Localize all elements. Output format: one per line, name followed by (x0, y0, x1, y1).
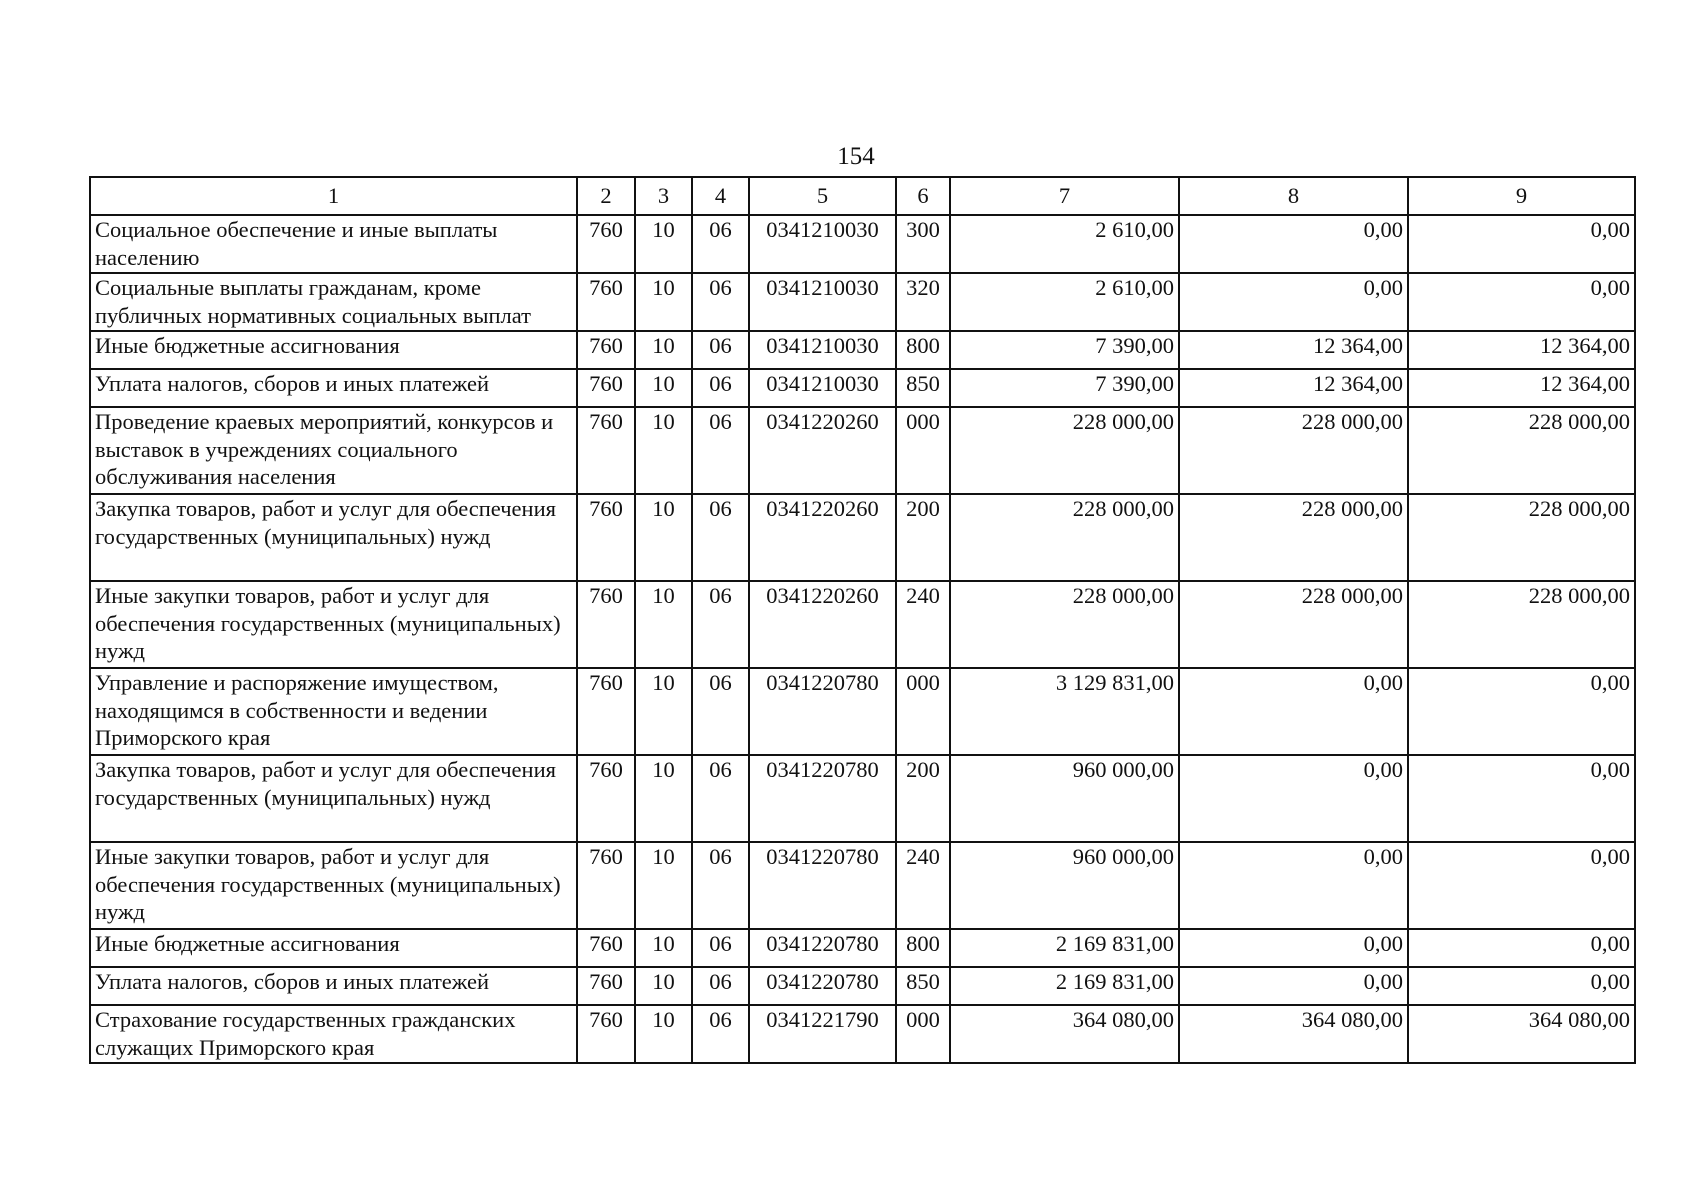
table-row (90, 369, 1635, 407)
budget-admin-code: 760 (577, 273, 635, 331)
amount-col-7: 2 610,00 (950, 215, 1179, 273)
target-article-code: 0341210030 (749, 215, 896, 273)
amount-col-8: 0,00 (1179, 668, 1408, 755)
section-code: 10 (635, 1005, 692, 1063)
amount-col-9: 0,00 (1408, 842, 1635, 929)
target-article-code: 0341220260 (749, 494, 896, 581)
expense-type-code: 200 (896, 755, 950, 842)
target-article-code: 0341220260 (749, 581, 896, 668)
target-article-code: 0341220780 (749, 842, 896, 929)
section-code: 10 (635, 842, 692, 929)
amount-col-9: 12 364,00 (1408, 369, 1635, 407)
table-row (90, 581, 1635, 668)
budget-admin-code: 760 (577, 1005, 635, 1063)
row-name: Социальные выплаты гражданам, кроме публичных нормативных социальных выплат (90, 273, 577, 331)
table-row (90, 273, 1635, 331)
row-name: Иные бюджетные ассигнования (90, 331, 577, 369)
expense-type-code: 850 (896, 967, 950, 1005)
amount-col-8: 12 364,00 (1179, 331, 1408, 369)
amount-col-7: 3 129 831,00 (950, 668, 1179, 755)
expense-type-code: 850 (896, 369, 950, 407)
column-header: 7 (950, 177, 1179, 215)
subsection-code: 06 (692, 369, 749, 407)
expense-type-code: 000 (896, 668, 950, 755)
amount-col-8: 0,00 (1179, 273, 1408, 331)
budget-admin-code: 760 (577, 755, 635, 842)
amount-col-9: 12 364,00 (1408, 331, 1635, 369)
subsection-code: 06 (692, 215, 749, 273)
budget-admin-code: 760 (577, 668, 635, 755)
amount-col-9: 364 080,00 (1408, 1005, 1635, 1063)
amount-col-7: 960 000,00 (950, 842, 1179, 929)
budget-admin-code: 760 (577, 581, 635, 668)
expense-type-code: 800 (896, 929, 950, 967)
amount-col-9: 0,00 (1408, 668, 1635, 755)
target-article-code: 0341210030 (749, 273, 896, 331)
amount-col-8: 228 000,00 (1179, 407, 1408, 494)
table-row (90, 755, 1635, 842)
amount-col-8: 0,00 (1179, 842, 1408, 929)
subsection-code: 06 (692, 929, 749, 967)
column-header: 9 (1408, 177, 1635, 215)
table-row (90, 494, 1635, 581)
expense-type-code: 320 (896, 273, 950, 331)
expense-type-code: 000 (896, 1005, 950, 1063)
table-header-row (90, 177, 1635, 215)
amount-col-7: 2 169 831,00 (950, 929, 1179, 967)
row-name: Иные закупки товаров, работ и услуг для обеспечения государственных (муниципальных) нужд (90, 842, 577, 929)
section-code: 10 (635, 331, 692, 369)
column-header: 6 (896, 177, 950, 215)
expense-type-code: 200 (896, 494, 950, 581)
amount-col-7: 7 390,00 (950, 369, 1179, 407)
row-name: Уплата налогов, сборов и иных платежей (90, 369, 577, 407)
subsection-code: 06 (692, 273, 749, 331)
target-article-code: 0341220780 (749, 967, 896, 1005)
section-code: 10 (635, 967, 692, 1005)
amount-col-9: 0,00 (1408, 967, 1635, 1005)
target-article-code: 0341220260 (749, 407, 896, 494)
section-code: 10 (635, 273, 692, 331)
table-row (90, 929, 1635, 967)
budget-admin-code: 760 (577, 929, 635, 967)
budget-admin-code: 760 (577, 494, 635, 581)
budget-admin-code: 760 (577, 967, 635, 1005)
subsection-code: 06 (692, 494, 749, 581)
amount-col-7: 364 080,00 (950, 1005, 1179, 1063)
row-name: Уплата налогов, сборов и иных платежей (90, 967, 577, 1005)
subsection-code: 06 (692, 1005, 749, 1063)
page-number: 154 (837, 143, 875, 170)
subsection-code: 06 (692, 668, 749, 755)
amount-col-7: 960 000,00 (950, 755, 1179, 842)
amount-col-8: 0,00 (1179, 967, 1408, 1005)
row-name: Иные закупки товаров, работ и услуг для обеспечения государственных (муниципальных) нужд (90, 581, 577, 668)
table-row (90, 215, 1635, 273)
target-article-code: 0341220780 (749, 668, 896, 755)
budget-admin-code: 760 (577, 842, 635, 929)
amount-col-7: 7 390,00 (950, 331, 1179, 369)
expense-type-code: 800 (896, 331, 950, 369)
column-header: 4 (692, 177, 749, 215)
amount-col-7: 228 000,00 (950, 494, 1179, 581)
column-header: 1 (90, 177, 577, 215)
subsection-code: 06 (692, 842, 749, 929)
target-article-code: 0341220780 (749, 929, 896, 967)
amount-col-7: 228 000,00 (950, 581, 1179, 668)
column-header: 8 (1179, 177, 1408, 215)
column-header: 5 (749, 177, 896, 215)
amount-col-9: 0,00 (1408, 929, 1635, 967)
subsection-code: 06 (692, 755, 749, 842)
column-header: 2 (577, 177, 635, 215)
row-name: Проведение краевых мероприятий, конкурсов и выставок в учреждениях социального обслуживания населения (90, 407, 577, 494)
table-row (90, 842, 1635, 929)
table-row (90, 967, 1635, 1005)
budget-admin-code: 760 (577, 407, 635, 494)
row-name: Страхование государственных гражданских служащих Приморского края (90, 1005, 577, 1063)
column-header: 3 (635, 177, 692, 215)
subsection-code: 06 (692, 331, 749, 369)
target-article-code: 0341220780 (749, 755, 896, 842)
subsection-code: 06 (692, 407, 749, 494)
expense-type-code: 000 (896, 407, 950, 494)
row-name: Закупка товаров, работ и услуг для обеспечения государственных (муниципальных) нужд (90, 755, 577, 842)
subsection-code: 06 (692, 581, 749, 668)
amount-col-7: 2 610,00 (950, 273, 1179, 331)
amount-col-9: 0,00 (1408, 215, 1635, 273)
expense-type-code: 240 (896, 581, 950, 668)
section-code: 10 (635, 929, 692, 967)
table-body (90, 215, 1635, 1063)
table-row (90, 331, 1635, 369)
budget-admin-code: 760 (577, 215, 635, 273)
amount-col-8: 0,00 (1179, 215, 1408, 273)
subsection-code: 06 (692, 967, 749, 1005)
table-row (90, 668, 1635, 755)
section-code: 10 (635, 668, 692, 755)
section-code: 10 (635, 407, 692, 494)
row-name: Социальное обеспечение и иные выплаты населению (90, 215, 577, 273)
amount-col-7: 2 169 831,00 (950, 967, 1179, 1005)
section-code: 10 (635, 581, 692, 668)
budget-admin-code: 760 (577, 369, 635, 407)
table-row (90, 1005, 1635, 1063)
amount-col-8: 0,00 (1179, 929, 1408, 967)
amount-col-9: 228 000,00 (1408, 581, 1635, 668)
amount-col-8: 228 000,00 (1179, 581, 1408, 668)
budget-admin-code: 760 (577, 331, 635, 369)
section-code: 10 (635, 494, 692, 581)
expense-type-code: 300 (896, 215, 950, 273)
amount-col-9: 0,00 (1408, 273, 1635, 331)
amount-col-8: 228 000,00 (1179, 494, 1408, 581)
section-code: 10 (635, 215, 692, 273)
expense-type-code: 240 (896, 842, 950, 929)
row-name: Управление и распоряжение имуществом, находящимся в собственности и ведении Приморского края (90, 668, 577, 755)
target-article-code: 0341210030 (749, 331, 896, 369)
amount-col-9: 0,00 (1408, 755, 1635, 842)
amount-col-8: 364 080,00 (1179, 1005, 1408, 1063)
section-code: 10 (635, 755, 692, 842)
table-row (90, 407, 1635, 494)
amount-col-8: 0,00 (1179, 755, 1408, 842)
amount-col-7: 228 000,00 (950, 407, 1179, 494)
row-name: Иные бюджетные ассигнования (90, 929, 577, 967)
target-article-code: 0341221790 (749, 1005, 896, 1063)
amount-col-9: 228 000,00 (1408, 407, 1635, 494)
row-name: Закупка товаров, работ и услуг для обеспечения государственных (муниципальных) нужд (90, 494, 577, 581)
amount-col-9: 228 000,00 (1408, 494, 1635, 581)
amount-col-8: 12 364,00 (1179, 369, 1408, 407)
section-code: 10 (635, 369, 692, 407)
target-article-code: 0341210030 (749, 369, 896, 407)
budget-table (89, 176, 1636, 1064)
